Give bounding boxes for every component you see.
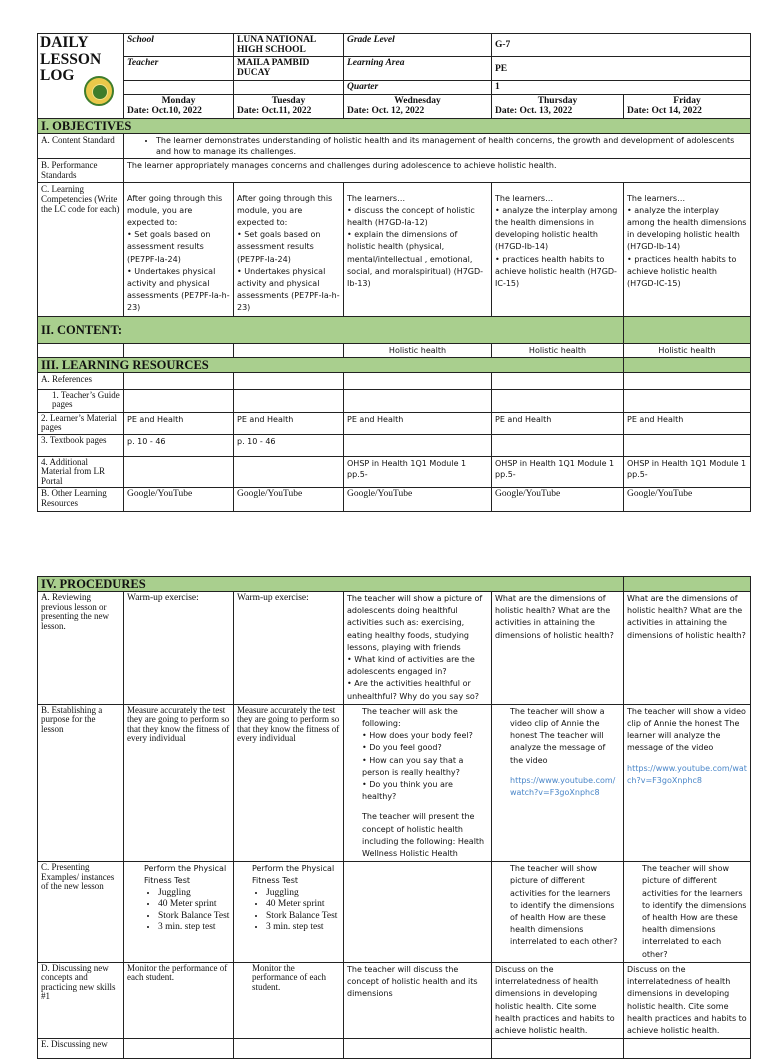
grade-value: G-7 — [492, 34, 751, 57]
quarter-label: Quarter — [344, 81, 492, 95]
video-link-friday[interactable]: https://www.youtube.com/watch?v=F3goXnphc8 — [627, 763, 747, 785]
dll-title — [38, 34, 124, 119]
content-standard-text: • The learner demonstrates understanding of holistic health and its management of health concerns, the growth and development of adolescents and how to manage its challenges. — [124, 133, 751, 158]
school-label: School — [124, 34, 234, 57]
content-friday: Holistic health — [624, 343, 751, 357]
proc-c-monday: Perform the Physical Fitness Test • Juggling • 40 Meter sprint • Stork Balance Test • 3 min. step test — [124, 862, 234, 963]
content-wednesday: Holistic health — [344, 343, 492, 357]
other-monday: Google/YouTube — [124, 488, 234, 512]
competency-tuesday: After going through this module, you are expected to: • Set goals based on assessment results (PE7PF-Ia-24) • Undertakes physical activity and physical assessments (PE7PF-Ia-h-23) — [234, 182, 344, 316]
pft-juggling: • Juggling — [158, 888, 230, 900]
additional-material-label: 4. Additional Material from LR Portal — [38, 456, 124, 488]
proc-b-wed-outro: The teacher will present the concept of holistic health including the following: Health Wellness Holistic Health — [362, 812, 485, 859]
proc-c-thursday: The teacher will show picture of different activities for the learners to identify the dimensions of health How are these health dimensions interrelated to each other? — [492, 862, 624, 963]
proc-a-thursday: What are the dimensions of holistic health? What are the activities in attaining the dimensions of holistic health? — [492, 592, 624, 705]
performance-text: The learner appropriately manages concerns and challenges during adolescence to achieve holistic health. — [124, 158, 751, 182]
proc-c-tuesday: Perform the Physical Fitness Test • Juggling • 40 Meter sprint • Stork Balance Test • 3 min. step test — [234, 862, 344, 963]
grade-label: Grade Level — [344, 34, 492, 57]
other-tuesday: Google/YouTube — [234, 488, 344, 512]
tb-monday: p. 10 - 46 — [124, 434, 234, 456]
proc-b-thursday: The teacher will show a video clip of Annie the honest The teacher will analyze the message of the video https://www.youtube.com/watch?v=F3goXnphc8 — [492, 704, 624, 861]
video-link-thursday[interactable]: https://www.youtube.com/watch?v=F3goXnphc8 — [510, 775, 616, 798]
day-friday: Friday Date: Oct 14, 2022 — [624, 94, 751, 118]
pft-juggling-tue: • Juggling — [266, 888, 340, 900]
pft-sprint: • 40 Meter sprint — [158, 899, 230, 911]
proc-a-wednesday: The teacher will show a picture of adolescents doing healthful activities such as: exercising, eating healthy foods, studying lessons, playing with friends • What kind of activities are the adolescents engaged in? • Are the activities healthful or unhealthful? Why do you say so? — [344, 592, 492, 705]
competencies-label: C. Learning Competencies (Write the LC code for each) — [38, 182, 124, 316]
tb-tuesday: p. 10 - 46 — [234, 434, 344, 456]
teacher-label: Teacher — [124, 57, 234, 81]
proc-d-label: D. Discussing new concepts and practicing new skills #1 — [38, 962, 124, 1038]
proc-b-wed-q1: • How does your body feel? — [362, 731, 473, 741]
competency-friday: The learners… • analyze the interplay among the health dimensions in developing holistic health (H7GD-Ib-14) • practices health habits to achieve holistic health (H7GD-IC-15) — [624, 182, 751, 316]
day-wednesday: Wednesday Date: Oct. 12, 2022 — [344, 94, 492, 118]
proc-d-wednesday: The teacher will discuss the concept of holistic health and its dimensions — [344, 962, 492, 1038]
proc-b-label: B. Establishing a purpose for the lesson — [38, 704, 124, 861]
proc-b-tuesday: Measure accurately the test they are going to perform so that they know the fitness of every individual — [234, 704, 344, 861]
textbook-label: 3. Textbook pages — [38, 434, 124, 456]
proc-b-wed-q2: • Do you feel good? — [362, 743, 442, 753]
content-standard-label: A. Content Standard — [38, 133, 124, 158]
pft-stork: • Stork Balance Test — [158, 911, 230, 923]
lm-tuesday: PE and Health — [234, 412, 344, 434]
proc-b-wed-q3: • How can you say that a person is really healthy? — [362, 755, 464, 777]
proc-c-label: C. Presenting Examples/ instances of the new lesson — [38, 862, 124, 963]
add-thursday: OHSP in Health 1Q1 Module 1 pp.5- — [492, 456, 624, 488]
day-thursday: Thursday Date: Oct. 13, 2022 — [492, 94, 624, 118]
other-friday: Google/YouTube — [624, 488, 751, 512]
proc-d-monday: Monitor the performance of each student. — [124, 962, 234, 1038]
competency-wednesday: The learners… • discuss the concept of holistic health (H7GD-Ia-12) • explain the dimensions of holistic health (physical, mental/intellectual , emotional, social, and moralspiritual) (H7GD-Ib-13) — [344, 182, 492, 316]
pft-step: • 3 min. step test — [158, 922, 230, 934]
proc-d-friday: Discuss on the interrelatedness of health dimensions in developing holistic health. Cite some health practices and habits to achieve holistic health. — [624, 962, 751, 1038]
add-friday: OHSP in Health 1Q1 Module 1 pp.5- — [624, 456, 751, 488]
proc-b-wed-intro: The teacher will ask the following: — [362, 706, 458, 729]
school-value: LUNA NATIONAL HIGH SCHOOL — [234, 34, 344, 57]
school-seal-icon — [84, 76, 114, 106]
area-label: Learning Area — [344, 57, 492, 81]
proc-d-thursday: Discuss on the interrelatedness of health dimensions in developing holistic health. Cite some health practices and habits to achieve holistic health. — [492, 962, 624, 1038]
resources-heading: III. LEARNING RESOURCES — [38, 357, 624, 372]
proc-a-label: A. Reviewing previous lesson or presenting the new lesson. — [38, 592, 124, 705]
competency-monday: After going through this module, you are expected to: • Set goals based on assessment results (PE7PF-Ia-24) • Undertakes physical activity and physical assessments (PE7PF-Ia-h-23) — [124, 182, 234, 316]
competency-thursday: The learners… • analyze the interplay among the health dimensions in developing holistic health (H7GD-Ib-14) • practices health habits to achieve holistic health (H7GD-IC-15) — [492, 182, 624, 316]
teacher-value: MAILA PAMBID DUCAY — [234, 57, 344, 81]
proc-b-monday: Measure accurately the test they are going to perform so that they know the fitness of every individual — [124, 704, 234, 861]
title-line-3: LOG — [40, 67, 75, 84]
proc-a-monday: Warm-up exercise: — [124, 592, 234, 705]
lm-monday: PE and Health — [124, 412, 234, 434]
quarter-value: 1 — [492, 81, 751, 95]
pft-step-tue: • 3 min. step test — [266, 922, 340, 934]
pft-sprint-tue: • 40 Meter sprint — [266, 899, 340, 911]
other-resources-label: B. Other Learning Resources — [38, 488, 124, 512]
lesson-log-table-procedures — [37, 576, 751, 1059]
title-line-1: DAILY — [40, 34, 89, 51]
content-thursday: Holistic health — [492, 343, 624, 357]
other-thursday: Google/YouTube — [492, 488, 624, 512]
proc-c-friday: The teacher will show picture of different activities for the learners to identify the dimensions of health How are these health dimensions interrelated to each other? — [624, 862, 751, 963]
lm-wednesday: PE and Health — [344, 412, 492, 434]
teachers-guide-label: 1. Teacher’s Guide pages — [38, 389, 124, 412]
day-monday: Monday Date: Oct.10, 2022 — [124, 94, 234, 118]
learners-material-label: 2. Learner’s Material pages — [38, 412, 124, 434]
content-heading: II. CONTENT: — [38, 316, 624, 343]
proc-a-friday: What are the dimensions of holistic health? What are the activities in attaining the dimensions of holistic health? — [624, 592, 751, 705]
other-wednesday: Google/YouTube — [344, 488, 492, 512]
add-wednesday: OHSP in Health 1Q1 Module 1 pp.5- — [344, 456, 492, 488]
proc-b-wed-q4: • Do you think you are healthy? — [362, 780, 453, 802]
objectives-heading: I. OBJECTIVES — [38, 118, 751, 133]
area-value: PE — [492, 57, 751, 81]
pft-stork-tue: • Stork Balance Test — [266, 911, 340, 923]
lesson-log-table-top — [37, 33, 751, 512]
proc-b-friday: The teacher will show a video clip of Annie the honest The learner will analyze the message of the video https://www.youtube.com/watch?v=F3goXnphc8 — [624, 704, 751, 861]
lm-thursday: PE and Health — [492, 412, 624, 434]
procedures-heading: IV. PROCEDURES — [38, 577, 624, 592]
day-tuesday: Tuesday Date: Oct.11, 2022 — [234, 94, 344, 118]
performance-label: B. Performance Standards — [38, 158, 124, 182]
proc-e-label: E. Discussing new — [38, 1039, 124, 1059]
proc-b-wednesday — [344, 704, 492, 861]
proc-a-tuesday: Warm-up exercise: — [234, 592, 344, 705]
references-label: A. References — [38, 372, 124, 389]
title-line-2: LESSON — [40, 50, 102, 68]
proc-d-tuesday: Monitor the performance of each student. — [234, 962, 344, 1038]
lm-friday: PE and Health — [624, 412, 751, 434]
